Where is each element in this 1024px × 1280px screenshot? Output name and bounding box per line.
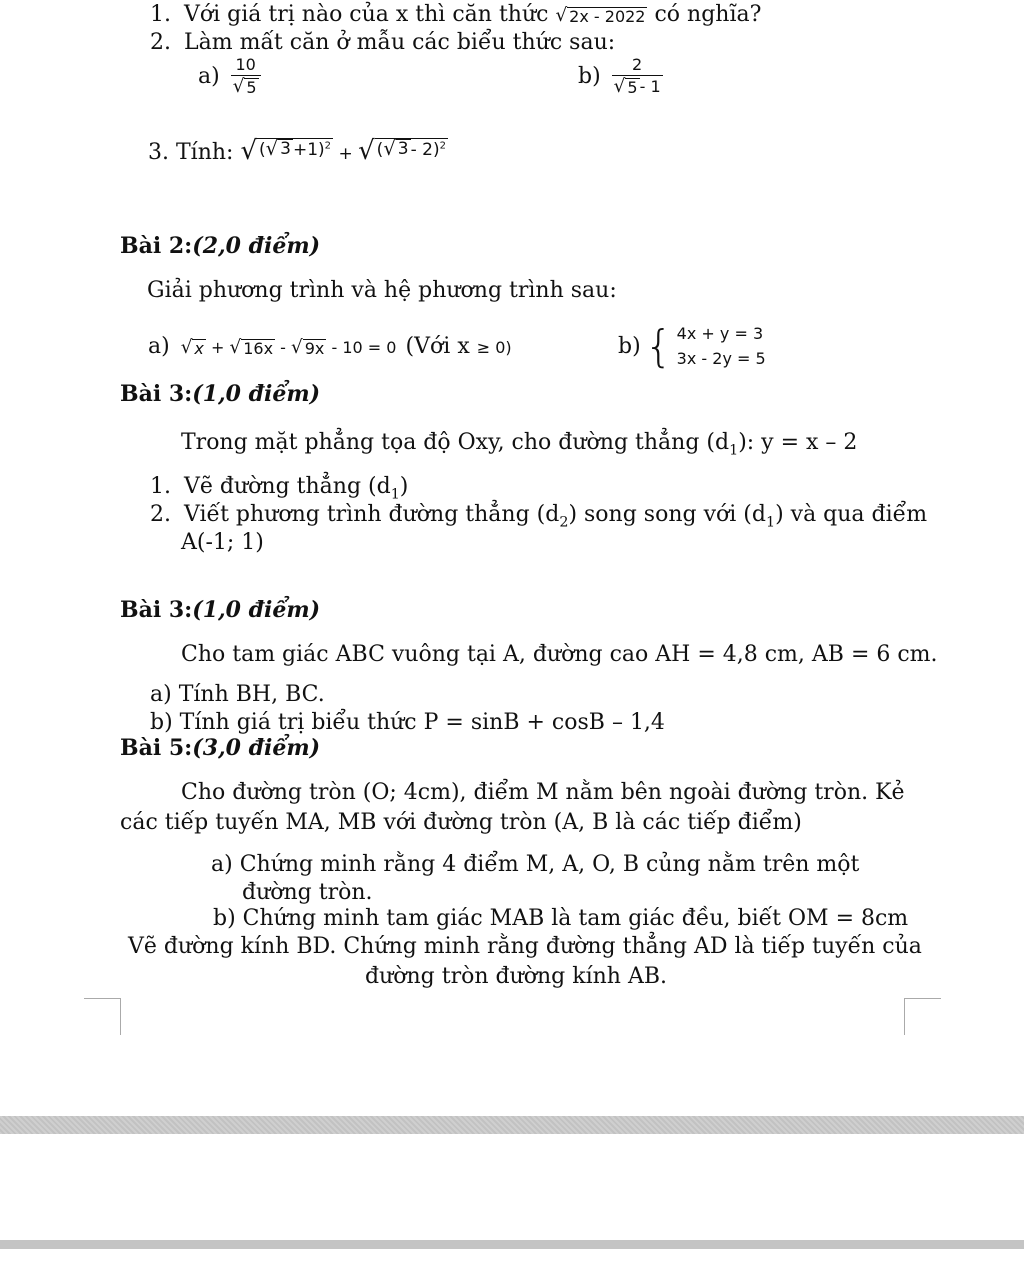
bai-3b-heading: Bài 3:(1,0 điểm) bbox=[120, 597, 321, 623]
bai-5-item-c-line-1: Vẽ đường kính BD. Chứng minh rằng đường thẳng AD là tiếp tuyến của bbox=[128, 934, 922, 959]
bai-2-intro: Giải phương trình và hệ phương trình sau: bbox=[147, 278, 617, 303]
equation-system: 4x + y = 3 3x - 2y = 5 bbox=[676, 324, 766, 368]
question-3-expression: √ ( √ 3 +1)$^2$ + √ ( √ 3 - 2)$^2$ bbox=[240, 136, 446, 166]
page-corner-right bbox=[904, 998, 941, 1035]
bai-5-item-a-line-2: đường tròn. bbox=[242, 880, 373, 905]
question-1 bbox=[150, 2, 761, 27]
question-2 bbox=[150, 30, 615, 55]
bai-5-item-c-line-2: đường tròn đường kính AB. bbox=[365, 964, 667, 989]
fraction-numerator: 2 bbox=[632, 55, 643, 74]
page-separator-bottom bbox=[0, 1240, 1024, 1249]
page-separator-top bbox=[0, 1116, 1024, 1134]
fraction-2b bbox=[612, 56, 663, 98]
bai-2-system-b: b) { 4x + y = 3 3x - 2y = 5 bbox=[618, 320, 766, 372]
question-1-tail: có nghĩa? bbox=[654, 2, 762, 27]
question-1-number: 1. bbox=[150, 2, 171, 27]
bai-3-item-2: 2. Viết phương trình đường thẳng $(d_2)$ song song với $(d_1)$ và qua điểm bbox=[150, 502, 928, 531]
question-2-text: Làm mất căn ở mẫu các biểu thức sau: bbox=[184, 30, 616, 55]
fraction-numerator: 10 bbox=[235, 55, 256, 74]
bai-5-item-b: b) Chứng minh tam giác MAB là tam giác đều, biết OM = 8cm bbox=[213, 906, 909, 931]
bai-2-equation-a: a) √ x + √ 16x - √ 9x - 10 = 0 (Với x ≥ 0) bbox=[148, 334, 512, 359]
question-1-text: Với giá trị nào của x thì căn thức bbox=[184, 2, 549, 27]
bai-3-item-2-line-2: A(-1; 1) bbox=[181, 530, 264, 555]
question-2a-label: a) bbox=[198, 63, 220, 89]
bai-2-heading: Bài 2:(2,0 điểm) bbox=[120, 233, 321, 259]
sqrt-expression: √ 2x - 2022 bbox=[555, 5, 646, 26]
bai-3-item-1: 1. Vẽ đường thẳng $(d_1)$ bbox=[150, 474, 409, 503]
question-2-number: 2. bbox=[150, 30, 171, 55]
fraction-denominator: √ 5 - 1 bbox=[613, 76, 661, 98]
brace-icon: { bbox=[644, 320, 673, 372]
question-3-label: 3. Tính: bbox=[148, 140, 234, 165]
question-3 bbox=[148, 138, 448, 165]
page-corner-left bbox=[84, 998, 121, 1035]
fraction-denominator: √ 5 bbox=[231, 75, 261, 97]
bai-3b-item-b: b) Tính giá trị biểu thức P = sinB + cosB – 1,4 bbox=[150, 710, 665, 735]
question-2a bbox=[198, 56, 265, 98]
bai-3b-intro: Cho tam giác ABC vuông tại A, đường cao AH = 4,8 cm, AB = 6 cm. bbox=[181, 642, 938, 667]
fraction-2a bbox=[231, 56, 261, 98]
bai-3-intro: Trong mặt phẳng tọa độ Oxy, cho đường thẳng $(d_1)$: y = x – 2 bbox=[181, 430, 858, 459]
question-2b bbox=[578, 56, 667, 98]
bai-5-item-a-line-1: a) Chứng minh rằng 4 điểm M, A, O, B củng nằm trên một bbox=[211, 852, 860, 877]
bai-5-heading: Bài 5:(3,0 điểm) bbox=[120, 735, 321, 761]
bai-3b-item-a: a) Tính BH, BC. bbox=[150, 682, 325, 707]
bai-3-heading: Bài 3:(1,0 điểm) bbox=[120, 381, 321, 407]
equation-a-expression: √ x + √ 16x - √ 9x - 10 = 0 bbox=[180, 337, 397, 358]
bai-5-intro-line-1: Cho đường tròn (O; 4cm), điểm M nằm bên ngoài đường tròn. Kẻ bbox=[181, 780, 905, 805]
question-2b-label: b) bbox=[578, 63, 601, 89]
bai-5-intro-line-2: các tiếp tuyến MA, MB với đường tròn (A, B là các tiếp điểm) bbox=[120, 810, 802, 835]
